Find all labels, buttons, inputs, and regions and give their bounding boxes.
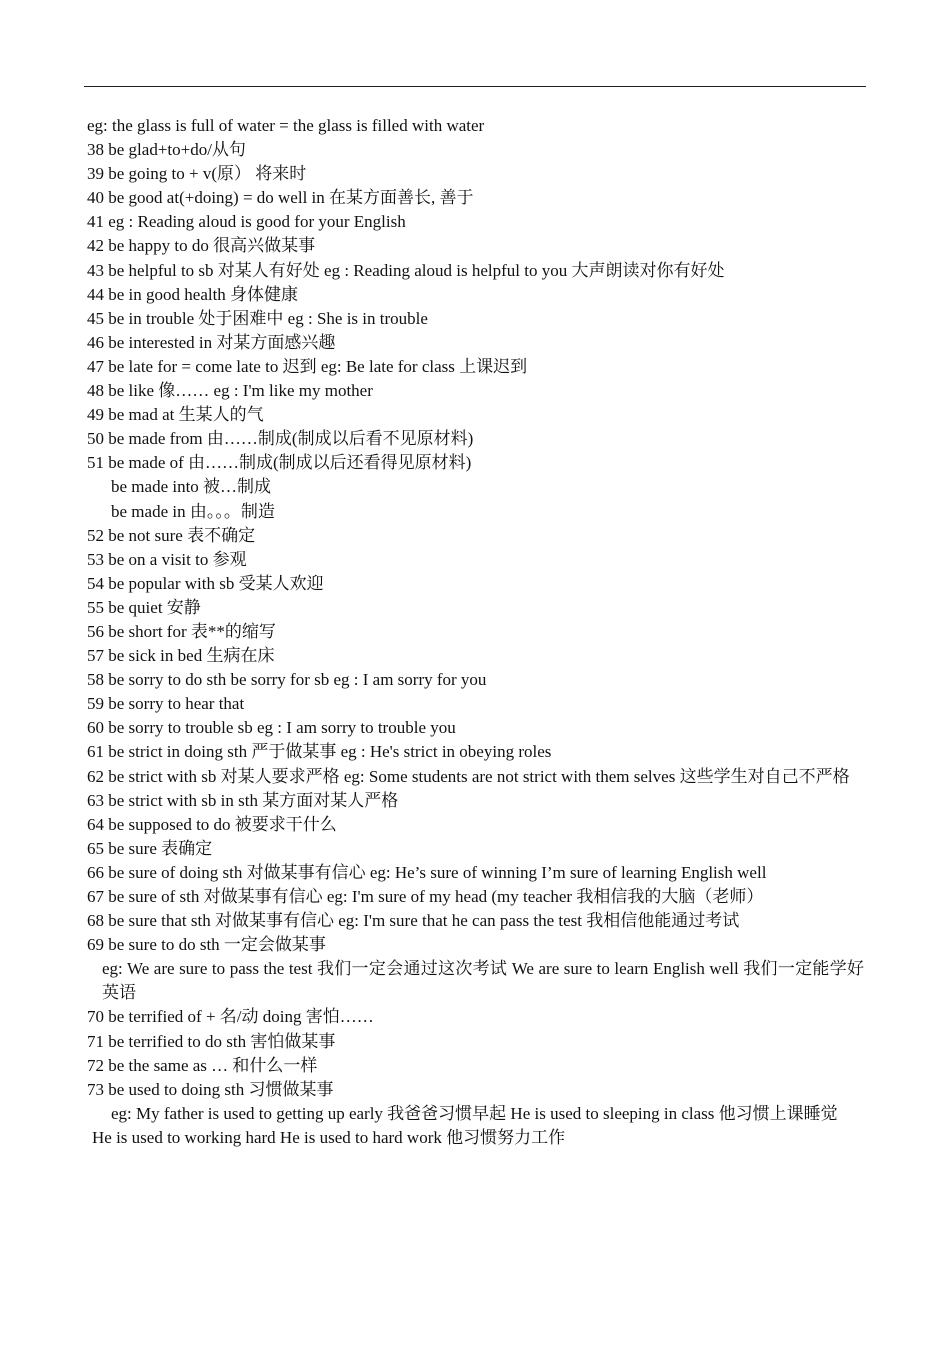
text-line: 43 be helpful to sb 对某人有好处 eg : Reading aloud is helpful to you 大声朗读对你有好处 <box>87 260 725 280</box>
text-line: 67 be sure of sth 对做某事有信心 eg: I'm sure of my head (my teacher 我相信我的大脑（老师） <box>87 887 764 906</box>
text-line: be made into 被…制成 <box>111 477 272 497</box>
text-line: 44 be in good health 身体健康 <box>87 284 299 304</box>
text-line: 60 be sorry to trouble sb eg : I am sorry to trouble you <box>87 718 456 738</box>
text-line: 63 be strict with sb in sth 某方面对某人严格 <box>87 790 399 810</box>
text-line: 52 be not sure 表不确定 <box>87 525 256 545</box>
text-line: 70 be terrified of + 名/动 doing 害怕…… <box>87 1007 374 1027</box>
text-line: 38 be glad+to+do/从句 <box>87 140 246 160</box>
text-line: 56 be short for 表**的缩写 <box>87 621 276 641</box>
text-line: 61 be strict in doing sth 严于做某事 eg : He's strict in obeying roles <box>87 742 552 762</box>
text-line: 59 be sorry to hear that <box>87 694 245 714</box>
text-line: eg: the glass is full of water = the glass is filled with water <box>87 116 485 135</box>
text-line: 64 be supposed to do 被要求干什么 <box>87 814 337 834</box>
phrase-list <box>87 114 864 1150</box>
text-line: 48 be like 像…… eg : I'm like my mother <box>87 381 373 401</box>
text-line: 72 be the same as … 和什么一样 <box>87 1055 318 1075</box>
text-line: 68 be sure that sth 对做某事有信心 eg: I'm sure that he can pass the test 我相信他能通过考试 <box>87 911 740 931</box>
text-line: He is used to working hard He is used to hard work 他习惯努力工作 <box>92 1127 566 1147</box>
text-line: 50 be made from 由……制成(制成以后看不见原材料) <box>87 429 474 449</box>
text-line: 42 be happy to do 很高兴做某事 <box>87 236 316 256</box>
text-line: 58 be sorry to do sth be sorry for sb eg : I am sorry for you <box>87 670 487 690</box>
text-line: eg: We are sure to pass the test 我们一定会通过这次考试 We are sure to learn English well 我们一定能学好英语 <box>102 959 864 1003</box>
text-line: 41 eg : Reading aloud is good for your English <box>87 212 406 232</box>
header-rule <box>84 86 866 87</box>
text-line: 57 be sick in bed 生病在床 <box>87 646 275 666</box>
text-line: 46 be interested in 对某方面感兴趣 <box>87 332 336 352</box>
text-line: 65 be sure 表确定 <box>87 838 213 858</box>
text-line: 49 be mad at 生某人的气 <box>87 405 264 425</box>
text-line: 47 be late for = come late to 迟到 eg: Be late for class 上课迟到 <box>87 356 528 376</box>
text-line: eg: My father is used to getting up early 我爸爸习惯早起 He is used to sleeping in class 他习惯上课睡觉 <box>111 1103 838 1123</box>
text-line: 73 be used to doing sth 习惯做某事 <box>87 1079 334 1099</box>
text-line: 55 be quiet 安静 <box>87 597 201 617</box>
text-line: 53 be on a visit to 参观 <box>87 549 247 569</box>
text-line: 40 be good at(+doing) = do well in 在某方面善长, 善于 <box>87 188 474 208</box>
text-line: 69 be sure to do sth 一定会做某事 <box>87 935 326 955</box>
text-line: 66 be sure of doing sth 对做某事有信心 eg: He’s sure of winning I’m sure of learning English well <box>87 862 767 882</box>
text-line: 45 be in trouble 处于困难中 eg : She is in trouble <box>87 308 428 328</box>
text-line: 71 be terrified to do sth 害怕做某事 <box>87 1031 336 1051</box>
text-line: 54 be popular with sb 受某人欢迎 <box>87 573 324 593</box>
text-line: 39 be going to + v(原） 将来时 <box>87 164 307 184</box>
text-line: be made in 由。。。制造 <box>111 501 275 521</box>
text-line: 62 be strict with sb 对某人要求严格 eg: Some students are not strict with them selves 这些学生对自己不严格 <box>87 766 850 786</box>
text-line: 51 be made of 由……制成(制成以后还看得见原材料) <box>87 453 472 473</box>
